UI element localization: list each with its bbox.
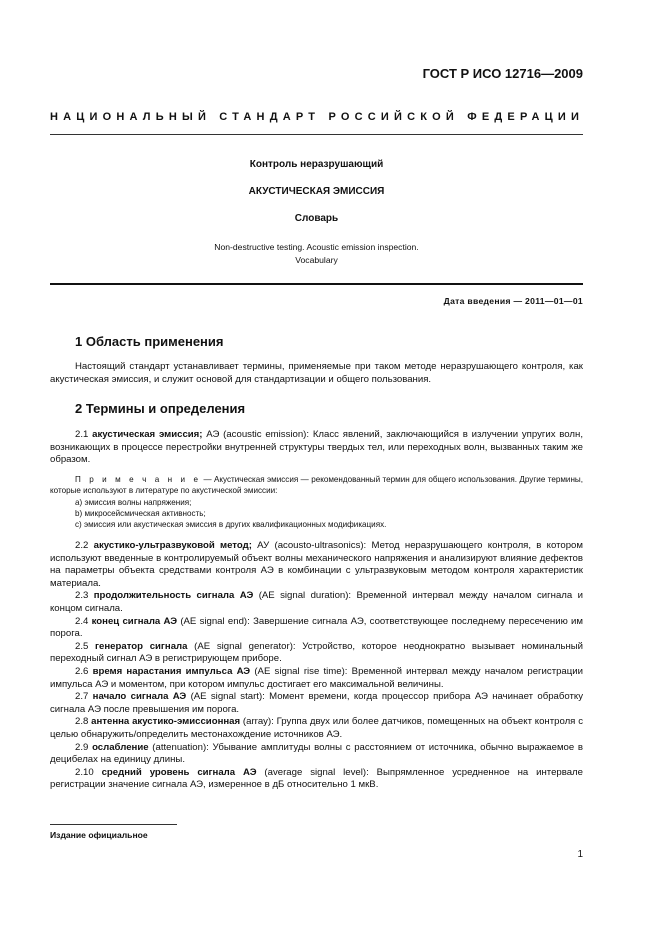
term-2-7 xyxy=(50,691,583,716)
term-number: 2.2 xyxy=(75,540,89,551)
term-2-4 xyxy=(50,616,583,641)
term-name: конец сигнала АЭ xyxy=(91,615,178,627)
section-1-body xyxy=(50,361,583,386)
term-name: продолжительность сигнала АЭ xyxy=(93,590,254,602)
header-divider xyxy=(50,134,583,135)
term-name: начало сигнала АЭ xyxy=(92,691,187,703)
title-divider xyxy=(50,283,583,285)
note-item-b: b) микросейсмическая активность; xyxy=(75,508,206,518)
note-text: — Акустическая эмиссия — рекомендованный термин для общего использования. Другие термины, которые используют в литературе по акустической эмиссии: xyxy=(50,475,583,496)
official-edition-label: Издание официальное xyxy=(50,830,148,840)
term-definition: (AE signal rise time): Временной интервал между началом регистрации импульса АЭ и моментом, при котором импульс достигает его максимальной величины. xyxy=(50,665,583,690)
term-definition: АЭ (acoustic emission): Класс явлений, заключающийся в излучении упругих волн, возникающих в процессе перестройки внутренней структуры твердых тел, или переходных волн, вызванных таким же образом. xyxy=(50,429,583,466)
term-definition: (AE signal generator): Устройство, которое неоднократно вызывает номинальный переходный сигнал АЭ в регистрирующем приборе. xyxy=(50,640,584,665)
standard-code: ГОСТ Р ИСО 12716—2009 xyxy=(422,66,583,81)
section-2-heading: 2 Термины и определения xyxy=(75,401,246,416)
document-title: АКУСТИЧЕСКАЯ ЭМИССИЯ xyxy=(248,186,385,197)
term-name: генератор сигнала xyxy=(95,640,188,652)
term-number: 2.6 xyxy=(75,665,89,677)
term-number: 2.3 xyxy=(75,590,89,602)
english-title-line-2: Vocabulary xyxy=(295,255,338,265)
term-definition: (AE signal start): Момент времени, когда процессор прибора АЭ начинает обработку сигнала АЭ после превышения им порога. xyxy=(50,691,583,715)
term-2-10 xyxy=(50,767,583,792)
note-item-a: а) эмиссия волны напряжения; xyxy=(75,497,192,507)
term-2-5 xyxy=(50,641,583,666)
term-number: 2.4 xyxy=(75,615,89,627)
term-2-6 xyxy=(50,666,583,691)
term-2-9 xyxy=(50,742,583,767)
term-name: антенна акустико-эмиссионная xyxy=(91,716,241,728)
term-number: 2.8 xyxy=(75,716,89,728)
term-number: 2.5 xyxy=(75,640,89,652)
terms-2-2-to-2-10 xyxy=(50,540,583,792)
title-line-3: Словарь xyxy=(294,213,339,224)
term-name: время нарастания импульса АЭ xyxy=(92,665,251,677)
term-definition: (array): Группа двух или более датчиков, помещенных на объект контроля с целью обнаружить/определить местонахождение источников АЭ. xyxy=(50,716,583,740)
term-2-8 xyxy=(50,716,583,741)
term-number: 2.10 xyxy=(75,766,94,778)
note-label: П р и м е ч а н и е xyxy=(75,475,202,484)
note-item-c: c) эмиссия или акустическая эмиссия в других квалификационных модификациях. xyxy=(75,520,387,530)
footer-divider xyxy=(50,824,177,825)
term-2-3 xyxy=(50,590,583,615)
section-1-heading: 1 Область применения xyxy=(75,334,224,349)
title-line-1: Контроль неразрушающий xyxy=(249,159,384,170)
term-name: акустико-ультразвуковой метод; xyxy=(93,540,252,551)
page-number: 1 xyxy=(577,849,583,860)
term-number: 2.1 xyxy=(75,429,89,440)
english-title xyxy=(50,241,583,267)
national-standard-title: НАЦИОНАЛЬНЫЙ СТАНДАРТ РОССИЙСКОЙ ФЕДЕРАЦИИ xyxy=(50,111,585,123)
section-1-text: Настоящий стандарт устанавливает термины, применяемые при таком методе неразрушающего контроля, как акустическая эмиссия, и служит основой для стандартизации и общего пользования. xyxy=(50,361,583,385)
term-number: 2.7 xyxy=(75,691,89,703)
term-name: акустическая эмиссия; xyxy=(92,429,203,440)
term-definition: (AE signal duration): Временной интервал между началом сигнала и концом сигнала. xyxy=(50,590,584,614)
term-definition: (AE signal end): Завершение сигнала АЭ, соответствующее последнему пересечению им порога. xyxy=(50,615,583,640)
term-2-1 xyxy=(50,429,583,467)
term-2-2 xyxy=(50,540,583,590)
term-definition: (attenuation): Убывание амплитуды волны с расстоянием от источника, обычно выражаемое в децибелах на единицу длины. xyxy=(50,741,584,766)
english-title-line-1: Non-destructive testing. Acoustic emission inspection. xyxy=(214,242,419,252)
introduction-date: Дата введения — 2011—01—01 xyxy=(443,296,583,306)
term-2-1-note xyxy=(50,474,583,530)
term-name: ослабление xyxy=(92,741,149,753)
term-number: 2.9 xyxy=(75,741,89,753)
term-definition: АУ (acousto-ultrasonics): Метод неразрушающего контроля, в котором используют введенные в контролируемый объект волны механического напряжения и анализируют влияние дефектов на параметры объекта средствами контроля АЭ в комбинации с ультразвуковым методом контроля характеристик материала. xyxy=(50,540,583,589)
term-definition: (average signal level): Выпрямленное усредненное на интервале регистрации значение сигнала АЭ, измеренное в дБ относительно 1 мкВ. xyxy=(50,766,583,791)
term-name: средний уровень сигнала АЭ xyxy=(101,766,257,778)
